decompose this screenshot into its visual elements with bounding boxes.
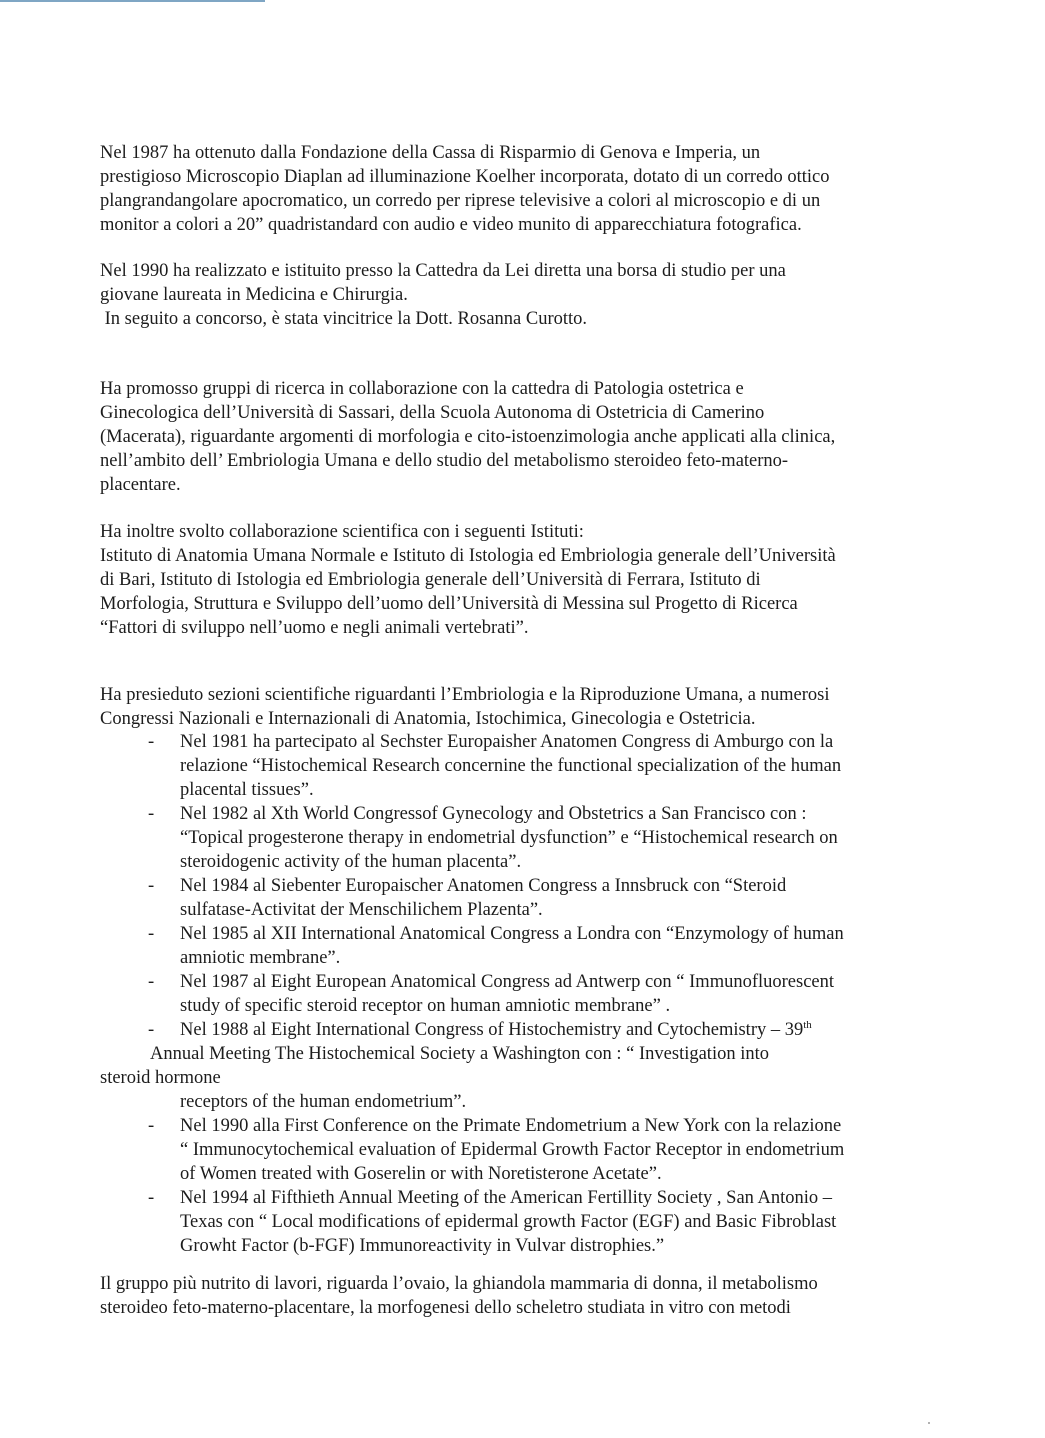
text-line: Growht Factor (b-FGF) Immunoreactivity in Vulvar distrophies.” <box>180 1236 665 1256</box>
scan-speck <box>928 1422 930 1424</box>
paragraph-scholarship <box>100 259 935 331</box>
text-line: Nel 1985 al XII International Anatomical Congress a Londra con “Enzymology of human <box>180 924 844 944</box>
list-item <box>100 730 935 802</box>
bullet-dash: - <box>148 804 155 824</box>
text-line: Nel 1984 al Siebenter Europaischer Anatomen Congress a Innsbruck con “Steroid <box>180 876 787 896</box>
text-line: Ha inoltre svolto collaborazione scientifica con i seguenti Istituti: <box>100 522 584 542</box>
text-line: “Fattori di sviluppo nell’uomo e negli animali vertebrati”. <box>100 618 529 638</box>
text-line: Nel 1990 alla First Conference on the Primate Endometrium a New York con la relazione <box>180 1116 842 1136</box>
paragraph-microscope-grant <box>100 141 935 237</box>
text-line: steroidogenic activity of the human placenta”. <box>180 852 522 872</box>
list-item <box>100 970 935 1018</box>
text-line: Ginecologica dell’Università di Sassari, della Scuola Autonoma di Ostetricia di Camerino <box>100 403 765 423</box>
text-line: In seguito a concorso, è stata vincitrice la Dott. Rosanna Curotto. <box>100 309 588 329</box>
paragraph-collaborations <box>100 520 935 640</box>
text-line: Ha promosso gruppi di ricerca in collaborazione con la cattedra di Patologia ostetrica e <box>100 379 744 399</box>
text-line: “ Immunocytochemical evaluation of Epidermal Growth Factor Receptor in endometrium <box>180 1140 845 1160</box>
text-line: sulfatase-Activitat der Menschilichem Plazenta”. <box>180 900 543 920</box>
text-line: prestigioso Microscopio Diaplan ad illuminazione Koelher incorporata, dotato di un corredo ottico <box>100 167 830 187</box>
list-item <box>100 874 935 922</box>
paragraph-congress-sections <box>100 683 935 731</box>
bullet-dash: - <box>148 1020 155 1040</box>
list-item <box>100 1114 935 1186</box>
text-line: Congressi Nazionali e Internazionali di Anatomia, Istochimica, Ginecologia e Ostetricia. <box>100 709 756 729</box>
scan-edge-mark <box>0 0 265 2</box>
text-line: placental tissues”. <box>180 780 314 800</box>
text-line: steroid hormone <box>100 1068 221 1088</box>
paragraph-research-topics <box>100 1272 935 1320</box>
text-line: of Women treated with Goserelin or with Noretisterone Acetate”. <box>180 1164 662 1184</box>
bullet-dash: - <box>148 1188 155 1208</box>
text-line: Ha presieduto sezioni scientifiche riguardanti l’Embriologia e la Riproduzione Umana, a numerosi <box>100 685 830 705</box>
text-line: “Topical progesterone therapy in endometrial dysfunction” e “Histochemical research on <box>180 828 838 848</box>
bullet-dash: - <box>148 732 155 752</box>
list-item <box>100 1186 935 1258</box>
text-line: giovane laureata in Medicina e Chirurgia. <box>100 285 408 305</box>
paragraph-research-groups <box>100 377 935 497</box>
text-line: Texas con “ Local modifications of epidermal growth Factor (EGF) and Basic Fibroblast <box>180 1212 837 1232</box>
text-line: Nel 1987 ha ottenuto dalla Fondazione della Cassa di Risparmio di Genova e Imperia, un <box>100 143 761 163</box>
text-line: placentare. <box>100 475 181 495</box>
list-item <box>100 802 935 874</box>
text-line: Annual Meeting The Histochemical Society a Washington con : “ Investigation into <box>150 1044 769 1064</box>
text-line: amniotic membrane”. <box>180 948 341 968</box>
text-line: steroideo feto-materno-placentare, la morfogenesi dello scheletro studiata in vitro con metodi <box>100 1298 791 1318</box>
text-line: study of specific steroid receptor on human amniotic membrane” . <box>180 996 671 1016</box>
text-line <box>180 1018 935 1042</box>
text-line: (Macerata), riguardante argomenti di morfologia e cito-istoenzimologia anche applicati alla clinica, <box>100 427 836 447</box>
superscript-ordinal: th <box>803 1018 812 1031</box>
text-line: monitor a colori a 20” quadristandard con audio e video munito di apparecchiatura fotografica. <box>100 215 802 235</box>
bullet-dash: - <box>148 1116 155 1136</box>
text-line: receptors of the human endometrium”. <box>180 1092 467 1112</box>
list-item <box>100 922 935 970</box>
text-line: Istituto di Anatomia Umana Normale e Istituto di Istologia ed Embriologia generale dell’Università <box>100 546 836 566</box>
text-line: Nel 1982 al Xth World Congressof Gynecology and Obstetrics a San Francisco con : <box>180 804 807 824</box>
text-line: Il gruppo più nutrito di lavori, riguarda l’ovaio, la ghiandola mammaria di donna, il metabolismo <box>100 1274 818 1294</box>
text-line: plangrandangolare apocromatico, un corredo per riprese televisive a colori al microscopio e di un <box>100 191 821 211</box>
text-line: nell’ambito dell’ Embriologia Umana e dello studio del metabolismo steroideo feto-materno- <box>100 451 789 471</box>
congress-list <box>100 730 935 1258</box>
text-line: Nel 1981 ha partecipato al Sechster Europaisher Anatomen Congress di Amburgo con la <box>180 732 834 752</box>
text-line: Nel 1987 al Eight European Anatomical Congress ad Antwerp con “ Immunofluorescent <box>180 972 835 992</box>
bullet-dash: - <box>148 876 155 896</box>
bullet-dash: - <box>148 972 155 992</box>
text-line-main: Nel 1988 al Eight International Congress of Histochemistry and Cytochemistry – 39 <box>180 1020 804 1040</box>
text-line: Nel 1994 al Fifthieth Annual Meeting of the American Fertillity Society , San Antonio – <box>180 1188 833 1208</box>
bullet-dash: - <box>148 924 155 944</box>
list-item <box>100 1018 935 1114</box>
text-line: Nel 1990 ha realizzato e istituito presso la Cattedra da Lei diretta una borsa di studio per una <box>100 261 786 281</box>
text-line: relazione “Histochemical Research concernine the functional specialization of the human <box>180 756 842 776</box>
text-line: Morfologia, Struttura e Sviluppo dell’uomo dell’Università di Messina sul Progetto di Ricerca <box>100 594 798 614</box>
text-line: di Bari, Istituto di Istologia ed Embriologia generale dell’Università di Ferrara, Istituto di <box>100 570 761 590</box>
